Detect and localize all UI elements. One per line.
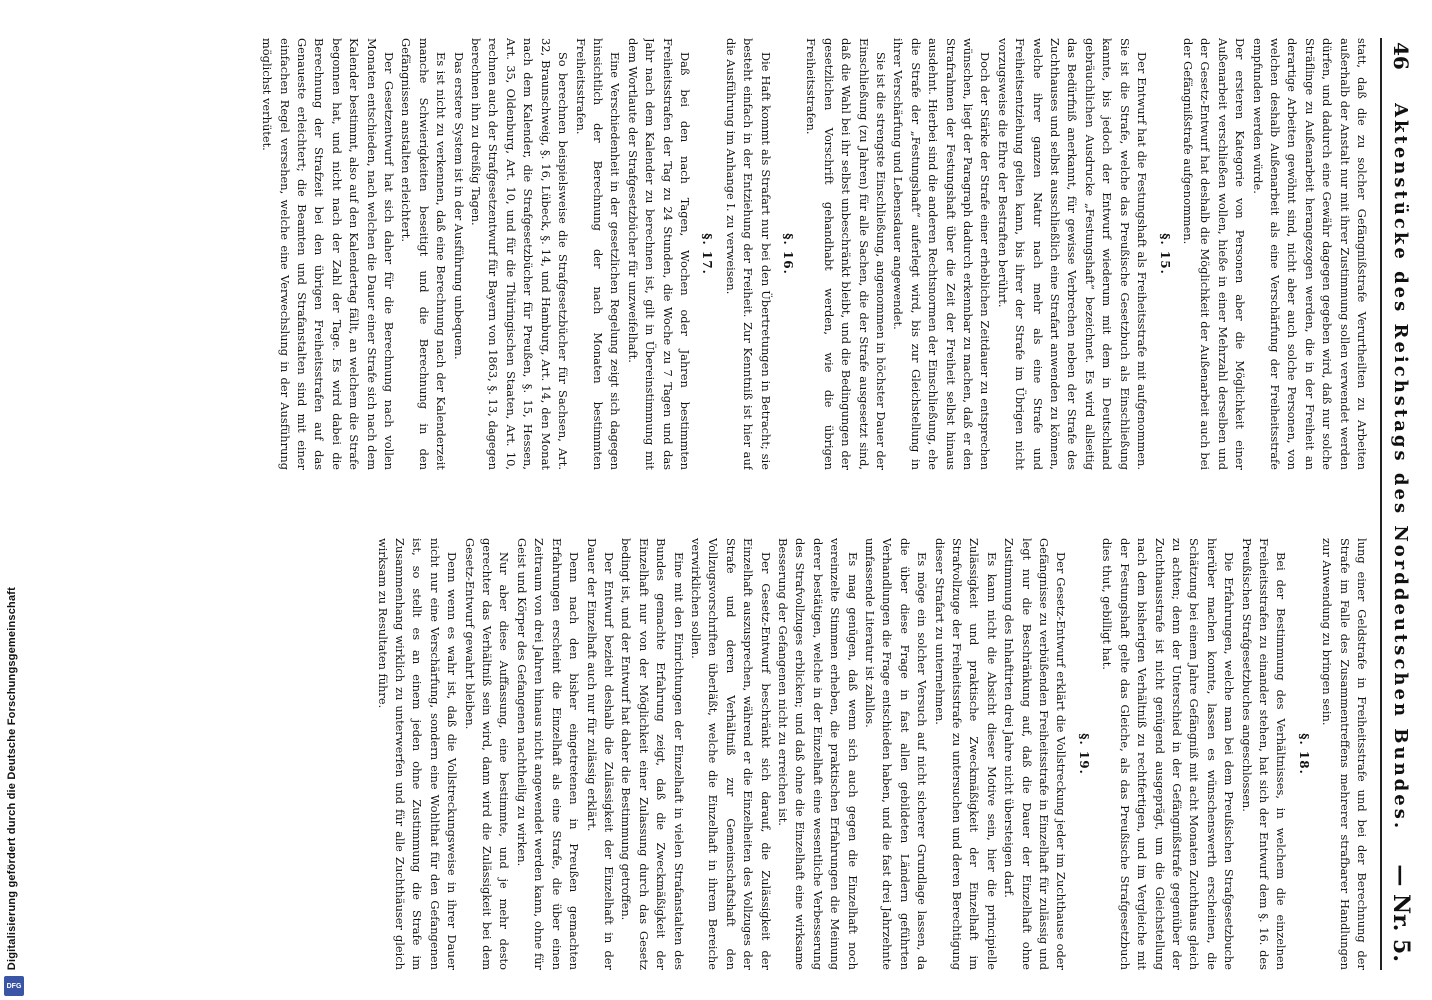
paragraph: Bei der Bestimmung des Verhältnisses, in welchem die einzelnen Freiheitsstrafen zu einander stehen, hat sich der Entwurf dem §. 16. des Preußischen Strafgesetzbuches angeschlossen.: [1239, 538, 1289, 970]
paragraph: Daß bei den nach Tagen, Wochen oder Jahren bestimmten Freiheitsstrafen der Tag zu 24 Stunden, die Woche zu 7 Tagen und das Jahr nach dem Kalender zu berechnen ist, gilt in Übereinstimmung mit dem Wortlaute der Strafgesetzbücher für unzweifelhaft.: [625, 38, 692, 470]
paragraph: Die Erfahrungen, welche man bei dem Preußischen Strafgesetzbuche hierüber machen konnte, lassen es wünschenswerth erscheinen, die Schätzung bei einem Jahre Gefängniß mit acht Monaten Zuchthaus gleich zu achten; denn der Unterschied in der Gefängnißstrafe gegenüber der Zuchthausstrafe ist nicht genügend ausgeprägt, um die Gleichstellung nach dem bisherigen Verhältniß zu rechtfertigen, und im Vergleiche mit der Festungshaft gelte das Gleiche, als das Preußische Strafgesetzbuch dies thut, gebilligt hat.: [1100, 538, 1237, 970]
paragraph: statt, daß die zu solcher Gefängnißstrafe Verurtheilten zu Arbeiten außerhalb der Anstalt nur mit ihrer Zustimmung sollen verwendet werden dürfen, und dadurch eine Gewähr dagegen gegeben wird, daß nur solche Sträflinge zu Außenarbeit herangezogen werden, die in der Freiheit an derartige Arbeiten gewöhnt sind, nicht aber auch solche Personen, von welchen deshalb Außenarbeit als eine Verschärfung der Freiheitsstrafe empfunden werden würde.: [1250, 38, 1369, 470]
paragraph: Es kann nicht die Absicht dieser Motive sein, hier die principielle Zulässigkeit und praktische Zweckmäßigkeit der Einzelhaft im Strafvollzuge der Freiheitsstrafe zu untersuchen und deren Berechtigung dieser Strafart zu unternehmen.: [932, 538, 999, 970]
paragraph: Doch der Stärke der Strafe einer erheblichen Zeitdauer zu entsprechen wünschen, liegt der Paragraph dadurch erkennbar zu machen, daß er den Strafrahmen der Festungshaft über die Zeit der Freiheit selbst hinaus ausdehnt. Hierbei sind die anderen Rechtsnormen der Einschließung, ehe die Strafe der „Festungshaft“ auferlegt wird, bis zur Gleichstellung in ihrer Verschärfung und Lebensdauer angewendet.: [891, 38, 993, 470]
page-number: 46: [1389, 42, 1413, 70]
paragraph: Es mag genügen, daß wenn sich auch gegen die Einzelhaft noch vereinzelte Stimmen erheben, die praktischen Erfahrungen die Meinung derer bestätigen, welche in der Einzelhaft eine wesentliche Verbesserung des Strafvollzuges erblicken; und daß ohne die Einzelhaft eine wirksame Besserung der Gefangenen nicht zu erreichen ist.: [776, 538, 860, 970]
paragraph: Nur aber diese Auffassung, eine bestimmte, und je mehr desto gerechter das Verhältniß sein wird, dann wird die Zulässigkeit bei dem Gesetz-Entwurf gewahrt bleiben.: [462, 538, 512, 970]
right-column: [100, 538, 1370, 970]
dfg-logo: DFG: [4, 976, 24, 996]
section-heading: §. 19.: [1076, 733, 1091, 775]
digitization-footer: [0, 0, 28, 1000]
text-columns: [100, 38, 1380, 970]
paragraph: Der Gesetz-Entwurf beschränkt sich darauf, die Zulässigkeit der Einzelhaft auszusprechen, während er die Einzelheiten des Vollzuges der Strafe und deren Verhältniß zur Gemeinschaftshaft den Vollzugsvorschriften überläßt, welche die Einzelhaft in ihrem Bereiche verwirklichen sollen.: [688, 538, 773, 970]
left-column: [100, 38, 1370, 470]
paragraph: Denn wenn es wahr ist, daß die Vollstreckungsweise in ihrer Dauer nicht nur eine Verschärfung, sondern eine Wohlthat für den Gefangenen ist, so stellt es an einem jeden ohne Zustimmung die Strafe im Zusammenhang wirklich zu unterwerfen und für alle Zuchthäuser gleich wirksam zu Resultaten führe.: [375, 538, 460, 970]
paragraph: Es ist nicht zu verkennen, daß eine Berechnung nach der Kalenderzeit manche Schwierigkeiten beseitigt und die Berechnung in den Gefängnissen anstalten erleichtert.: [399, 38, 449, 470]
paragraph: Eine Verschiedenheit in der gesetzlichen Regelung zeigt sich dagegen hinsichtlich der Berechnung der nach Monaten bestimmten Freiheitsstrafen.: [573, 38, 623, 470]
section-heading: §. 17.: [700, 233, 715, 275]
paragraph: Die Haft kommt als Strafart nur bei den Übertretungen in Betracht; sie besteht einfach in der Entziehung der Freiheit. Zur Kenntniß ist hier auf die Ausführung im Anhange I. zu verweisen.: [723, 38, 773, 470]
paragraph: Der Entwurf bezieht deshalb die Zulässigkeit der Einzelhaft in der Dauer der Einzelhaft auch nur für zulässig erklärt.: [584, 538, 616, 970]
page-header: [1380, 38, 1420, 970]
section-heading: §. 18.: [1296, 733, 1311, 775]
publication-title: Aktenstücke des Reichstags des Norddeutschen Bundes.: [1390, 103, 1412, 832]
paragraph: Der Gesetzentwurf hat sich daher für die Berechnung nach vollen Monaten entschieden, nach welchen die Dauer einer Strafe sich nach dem Kalender bestimmt, also auf den Kalendertag fällt, an welchem die Strafe begonnen hat, und nicht nach der Zahl der Tage. Es wird dabei die Berechnung der Strafzeit bei den übrigen Freiheitsstrafen auf das Genaueste erleichtert; die Beamten und Strafanstalten sind mit einer einfachen Regel versehen, welche eine Verwechslung in der Ausführung möglichst verhütet.: [260, 38, 397, 470]
paragraph: So berechnen beispielsweise die Strafgesetzbücher für Sachsen, Art. 32, Braunschweig, §. 16, Lübeck, §. 14, und Hamburg, Art. 14, den Monat nach dem Kalender, die Strafgesetzbücher für Preußen, §. 15, Hessen, Art. 35, Oldenburg, Art. 10, und für die Thüringischen Staaten, Art. 10, rechnen auch der Strafgesetzentwurf für Bayern von 1863, §. 13, dagegen berechnen ihn zu dreißig Tagen.: [469, 38, 571, 470]
paragraph: Denn nach den bisher eingetretenen in Preußen gemachten Erfahrungen erscheint die Einzelhaft als eine Strafe, die über einen Zeitraum von drei Jahren hinaus nicht angewendet werden kann, ohne für Geist und Körper des Gefangenen nachtheilig zu wirken.: [514, 538, 582, 970]
paragraph: Eine mit den Einrichtungen der Einzelhaft in vielen Strafanstalten des Bundes gemachte Erfahrung zeigt, daß die Zweckmäßigkeit der Einzelhaft nur von der Möglichkeit einer Zulassung durch das Gesetz bedingt ist, und der Entwurf hat daher die Bestimmung getroffen.: [619, 538, 686, 970]
paragraph: Das erstere System ist in der Ausführung unbequem.: [451, 52, 466, 360]
section-heading: §. 16.: [781, 233, 795, 275]
paragraph: lung einer Geldstrafe in Freiheitsstrafe und bei der Berechnung der Strafe im Falle des Zusammentreffens mehrerer strafbarer Handlungen zur Anwendung zu bringen sein.: [1320, 538, 1369, 970]
paragraph: Sie ist die strengste Einschließung, angenommen in höchster Dauer der Einschließung (zu Jahren) für alle Sachen, die der Strafe ausgesetzt sind, daß die Wahl bei ihr selbst unbeschränkt bleibt, und die Bedingungen der gesetzlichen Vorschrift gehandhabt werden, wie die übrigen Freiheitsstrafen.: [804, 38, 889, 470]
paragraph: Der Entwurf hat die Festungshaft als Freiheitsstrafe mit aufgenommen. Sie ist die Strafe, welche das Preußische Gesetzbuch als Einschließung kannte, bis jedoch der Entwurf wiederum mit dem in Deutschland gebräuchlichen Ausdrucke „Festungshaft“ bezeichnet. Es wird allseitig das Bedürfniß anerkannt, für gewisse Verbrechen neben der Strafe des Zuchthauses und selbst ausschließlich eine Strafart anwenden zu können, welche ihrer ganzen Natur nach mehr als eine Strafe und Freiheitsentziehung gelten kann, bis ihrer der Strafe im Übrigen nicht vorzugsweise die Ehre der Bestraften berührt.: [995, 38, 1150, 470]
paragraph: Der Gesetz-Entwurf erklärt die Vollstreckung jeder im Zuchthause oder Gefängnisse zu verbüßenden Freiheitsstrafe in Einzelhaft für zulässig und legt nur die Beschränkung auf, daß die Dauer der Einzelhaft ohne Zustimmung des Inhaftirten drei Jahre nicht übersteigen darf.: [1002, 538, 1069, 970]
issue-number: — Nr. 5.: [1388, 864, 1414, 962]
paragraph: Es möge ein solcher Versuch auf nicht sicherer Grundlage lassen, da die über diese Frage in fast allen gebildeten Ländern geführten Verhandlungen die Frage entschieden haben, und die fast drei Jahrzehnte umfassende Literatur ist zahllos.: [863, 538, 930, 970]
paragraph: Der ersteren Kategorie von Personen aber die Möglichkeit einer Außenarbeit verschließen wollen, hieße in einer Mehrzahl derselben und der Gesetz-Entwurf hat deshalb die Möglichkeit der Außenarbeit auch bei der Gefängnißstrafe aufgenommen.: [1180, 38, 1248, 470]
digitization-credit: Digitalisierung gefördert durch die Deutsche Forschungsgemeinschaft: [6, 586, 18, 970]
section-heading: §. 15.: [1157, 233, 1172, 275]
